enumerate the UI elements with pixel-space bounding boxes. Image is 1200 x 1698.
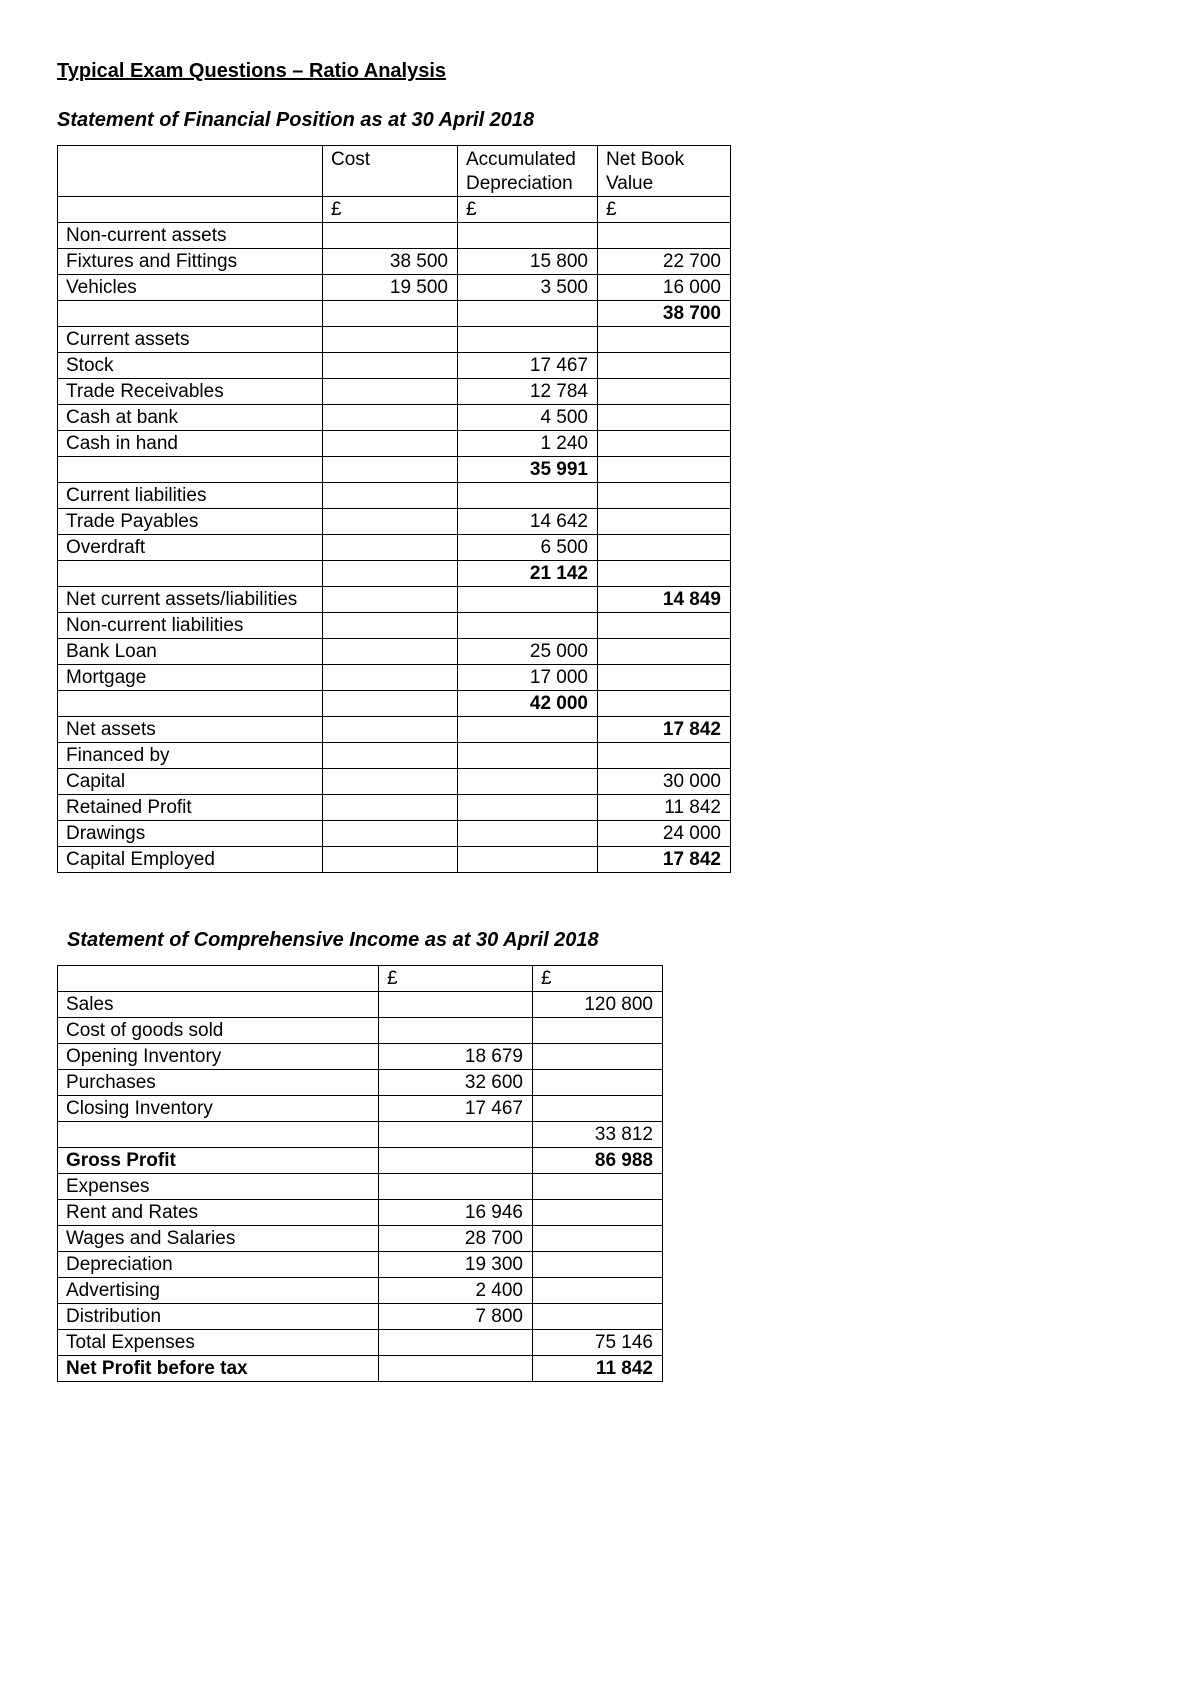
cell-label: Non-current liabilities bbox=[58, 613, 323, 639]
empty-header-cell bbox=[58, 146, 323, 197]
cell-nbv: 22 700 bbox=[598, 249, 731, 275]
cell-nbv: 11 842 bbox=[598, 795, 731, 821]
cell-dep: 3 500 bbox=[458, 275, 598, 301]
table-row bbox=[58, 249, 731, 275]
sofp-column-header-row bbox=[58, 146, 731, 197]
table-row bbox=[58, 717, 731, 743]
currency-symbol: £ bbox=[598, 197, 731, 223]
table-row bbox=[58, 769, 731, 795]
table-row bbox=[58, 821, 731, 847]
cell-col1: 19 300 bbox=[379, 1252, 533, 1278]
cell-nbv: 24 000 bbox=[598, 821, 731, 847]
cell-label: Opening Inventory bbox=[58, 1044, 379, 1070]
cell-col1: 28 700 bbox=[379, 1226, 533, 1252]
cell-dep bbox=[458, 821, 598, 847]
cell-dep bbox=[458, 795, 598, 821]
table-row bbox=[58, 1018, 663, 1044]
cell-nbv bbox=[598, 457, 731, 483]
cell-col1 bbox=[379, 1330, 533, 1356]
cell-label: Capital Employed bbox=[58, 847, 323, 873]
table-row bbox=[58, 691, 731, 717]
cell-label: Net Profit before tax bbox=[58, 1356, 379, 1382]
cell-dep bbox=[458, 743, 598, 769]
cell-label: Closing Inventory bbox=[58, 1096, 379, 1122]
cell-label: Retained Profit bbox=[58, 795, 323, 821]
cell-label bbox=[58, 457, 323, 483]
cell-col1: 18 679 bbox=[379, 1044, 533, 1070]
table-row bbox=[58, 587, 731, 613]
cell-col2 bbox=[533, 1096, 663, 1122]
cell-cost bbox=[323, 561, 458, 587]
table-row bbox=[58, 1200, 663, 1226]
soci-subtitle: Statement of Comprehensive Income as at 30 April 2018 bbox=[67, 929, 599, 951]
cell-cost bbox=[323, 327, 458, 353]
table-row bbox=[58, 613, 731, 639]
cell-dep: 14 642 bbox=[458, 509, 598, 535]
cell-label bbox=[58, 301, 323, 327]
cell-cost bbox=[323, 665, 458, 691]
cell-cost bbox=[323, 587, 458, 613]
cell-col2: 120 800 bbox=[533, 992, 663, 1018]
cell-label: Capital bbox=[58, 769, 323, 795]
sofp-subtitle: Statement of Financial Position as at 30 April 2018 bbox=[57, 109, 535, 131]
currency-symbol: £ bbox=[323, 197, 458, 223]
cell-nbv bbox=[598, 327, 731, 353]
cell-label: Rent and Rates bbox=[58, 1200, 379, 1226]
cell-label: Drawings bbox=[58, 821, 323, 847]
cell-cost: 19 500 bbox=[323, 275, 458, 301]
cell-col1: 16 946 bbox=[379, 1200, 533, 1226]
cell-cost bbox=[323, 613, 458, 639]
table-row bbox=[58, 483, 731, 509]
cell-nbv: 14 849 bbox=[598, 587, 731, 613]
cell-nbv: 17 842 bbox=[598, 847, 731, 873]
cell-col2 bbox=[533, 1304, 663, 1330]
cell-label: Stock bbox=[58, 353, 323, 379]
cell-label: Cash in hand bbox=[58, 431, 323, 457]
cell-dep: 17 467 bbox=[458, 353, 598, 379]
cell-cost bbox=[323, 431, 458, 457]
cell-col2 bbox=[533, 1174, 663, 1200]
cell-label: Advertising bbox=[58, 1278, 379, 1304]
cell-col1: 17 467 bbox=[379, 1096, 533, 1122]
cell-nbv bbox=[598, 613, 731, 639]
cell-dep: 35 991 bbox=[458, 457, 598, 483]
cell-label: Trade Payables bbox=[58, 509, 323, 535]
cell-nbv bbox=[598, 405, 731, 431]
cell-cost bbox=[323, 457, 458, 483]
cell-label bbox=[58, 561, 323, 587]
cell-label: Purchases bbox=[58, 1070, 379, 1096]
table-row bbox=[58, 1252, 663, 1278]
cell-label: Total Expenses bbox=[58, 1330, 379, 1356]
cell-nbv bbox=[598, 509, 731, 535]
cell-col1 bbox=[379, 1174, 533, 1200]
table-row bbox=[58, 1174, 663, 1200]
cell-col1: 32 600 bbox=[379, 1070, 533, 1096]
cell-col1 bbox=[379, 1148, 533, 1174]
column-header-net-book-value: Net Book Value bbox=[598, 146, 731, 197]
cell-label: Mortgage bbox=[58, 665, 323, 691]
cell-col1 bbox=[379, 1122, 533, 1148]
table-row bbox=[58, 1304, 663, 1330]
cell-dep: 12 784 bbox=[458, 379, 598, 405]
table-row bbox=[58, 1070, 663, 1096]
cell-label bbox=[58, 1122, 379, 1148]
cell-nbv: 30 000 bbox=[598, 769, 731, 795]
cell-label: Non-current assets bbox=[58, 223, 323, 249]
cell-dep bbox=[458, 613, 598, 639]
soci-table-header bbox=[58, 966, 663, 992]
soci-currency-row bbox=[58, 966, 663, 992]
currency-symbol: £ bbox=[379, 966, 533, 992]
sofp-table bbox=[57, 145, 731, 873]
cell-dep bbox=[458, 769, 598, 795]
column-header-cost: Cost bbox=[323, 146, 458, 197]
table-row bbox=[58, 353, 731, 379]
cell-nbv bbox=[598, 353, 731, 379]
cell-col2: 75 146 bbox=[533, 1330, 663, 1356]
table-row bbox=[58, 1226, 663, 1252]
cell-label: Expenses bbox=[58, 1174, 379, 1200]
cell-nbv bbox=[598, 743, 731, 769]
cell-col1 bbox=[379, 1018, 533, 1044]
cell-cost bbox=[323, 509, 458, 535]
cell-dep bbox=[458, 327, 598, 353]
cell-nbv bbox=[598, 639, 731, 665]
cell-nbv bbox=[598, 483, 731, 509]
cell-cost bbox=[323, 743, 458, 769]
empty-header-cell bbox=[58, 197, 323, 223]
cell-dep bbox=[458, 587, 598, 613]
cell-nbv bbox=[598, 691, 731, 717]
table-row bbox=[58, 639, 731, 665]
cell-col1 bbox=[379, 1356, 533, 1382]
cell-label: Net assets bbox=[58, 717, 323, 743]
table-row bbox=[58, 1044, 663, 1070]
table-row bbox=[58, 992, 663, 1018]
cell-col2 bbox=[533, 1018, 663, 1044]
sofp-table-header bbox=[58, 146, 731, 223]
cell-label: Trade Receivables bbox=[58, 379, 323, 405]
table-row bbox=[58, 665, 731, 691]
cell-label: Fixtures and Fittings bbox=[58, 249, 323, 275]
cell-col1: 2 400 bbox=[379, 1278, 533, 1304]
cell-col2 bbox=[533, 1200, 663, 1226]
table-row bbox=[58, 847, 731, 873]
cell-dep: 4 500 bbox=[458, 405, 598, 431]
cell-col2: 86 988 bbox=[533, 1148, 663, 1174]
soci-table bbox=[57, 965, 663, 1382]
table-row bbox=[58, 1122, 663, 1148]
cell-cost bbox=[323, 795, 458, 821]
table-row bbox=[58, 1330, 663, 1356]
cell-dep: 6 500 bbox=[458, 535, 598, 561]
cell-label bbox=[58, 691, 323, 717]
cell-dep bbox=[458, 717, 598, 743]
sofp-currency-row bbox=[58, 197, 731, 223]
table-row bbox=[58, 743, 731, 769]
cell-nbv: 17 842 bbox=[598, 717, 731, 743]
cell-cost bbox=[323, 405, 458, 431]
cell-dep: 15 800 bbox=[458, 249, 598, 275]
cell-cost bbox=[323, 379, 458, 405]
cell-label: Current assets bbox=[58, 327, 323, 353]
table-row bbox=[58, 1356, 663, 1382]
cell-nbv bbox=[598, 223, 731, 249]
table-row bbox=[58, 1278, 663, 1304]
cell-col1 bbox=[379, 992, 533, 1018]
cell-cost bbox=[323, 483, 458, 509]
empty-header-cell bbox=[58, 966, 379, 992]
cell-col2 bbox=[533, 1044, 663, 1070]
cell-dep: 17 000 bbox=[458, 665, 598, 691]
cell-label: Wages and Salaries bbox=[58, 1226, 379, 1252]
cell-label: Financed by bbox=[58, 743, 323, 769]
table-row bbox=[58, 431, 731, 457]
table-row bbox=[58, 405, 731, 431]
cell-cost bbox=[323, 353, 458, 379]
cell-nbv: 38 700 bbox=[598, 301, 731, 327]
cell-nbv bbox=[598, 431, 731, 457]
sofp-table-body bbox=[58, 223, 731, 873]
cell-cost bbox=[323, 301, 458, 327]
cell-dep bbox=[458, 847, 598, 873]
cell-dep: 1 240 bbox=[458, 431, 598, 457]
table-row bbox=[58, 457, 731, 483]
cell-label: Cost of goods sold bbox=[58, 1018, 379, 1044]
cell-label: Distribution bbox=[58, 1304, 379, 1330]
cell-dep bbox=[458, 223, 598, 249]
cell-dep: 21 142 bbox=[458, 561, 598, 587]
cell-dep bbox=[458, 301, 598, 327]
cell-nbv: 16 000 bbox=[598, 275, 731, 301]
cell-col2 bbox=[533, 1226, 663, 1252]
cell-col1: 7 800 bbox=[379, 1304, 533, 1330]
cell-label: Overdraft bbox=[58, 535, 323, 561]
table-row bbox=[58, 509, 731, 535]
cell-cost bbox=[323, 821, 458, 847]
table-row bbox=[58, 1148, 663, 1174]
table-row bbox=[58, 1096, 663, 1122]
cell-nbv bbox=[598, 379, 731, 405]
cell-label: Gross Profit bbox=[58, 1148, 379, 1174]
cell-cost bbox=[323, 639, 458, 665]
cell-label: Bank Loan bbox=[58, 639, 323, 665]
cell-dep: 25 000 bbox=[458, 639, 598, 665]
cell-cost bbox=[323, 847, 458, 873]
table-row bbox=[58, 223, 731, 249]
table-row bbox=[58, 275, 731, 301]
cell-dep: 42 000 bbox=[458, 691, 598, 717]
cell-cost bbox=[323, 769, 458, 795]
table-row bbox=[58, 561, 731, 587]
cell-cost bbox=[323, 717, 458, 743]
table-row bbox=[58, 795, 731, 821]
cell-nbv bbox=[598, 665, 731, 691]
cell-cost bbox=[323, 691, 458, 717]
cell-col2 bbox=[533, 1278, 663, 1304]
column-header-accumulated-depreciation: Accumulated Depreciation bbox=[458, 146, 598, 197]
cell-cost: 38 500 bbox=[323, 249, 458, 275]
table-row bbox=[58, 301, 731, 327]
cell-col2: 33 812 bbox=[533, 1122, 663, 1148]
currency-symbol: £ bbox=[533, 966, 663, 992]
cell-col2 bbox=[533, 1252, 663, 1278]
cell-dep bbox=[458, 483, 598, 509]
cell-nbv bbox=[598, 535, 731, 561]
table-row bbox=[58, 379, 731, 405]
page-title: Typical Exam Questions – Ratio Analysis bbox=[57, 60, 447, 82]
soci-table-body bbox=[58, 992, 663, 1382]
cell-nbv bbox=[598, 561, 731, 587]
cell-col2 bbox=[533, 1070, 663, 1096]
cell-label: Current liabilities bbox=[58, 483, 323, 509]
cell-label: Net current assets/liabilities bbox=[58, 587, 323, 613]
cell-cost bbox=[323, 535, 458, 561]
table-row bbox=[58, 535, 731, 561]
cell-label: Depreciation bbox=[58, 1252, 379, 1278]
cell-label: Vehicles bbox=[58, 275, 323, 301]
table-row bbox=[58, 327, 731, 353]
cell-cost bbox=[323, 223, 458, 249]
cell-label: Cash at bank bbox=[58, 405, 323, 431]
cell-label: Sales bbox=[58, 992, 379, 1018]
cell-col2: 11 842 bbox=[533, 1356, 663, 1382]
currency-symbol: £ bbox=[458, 197, 598, 223]
